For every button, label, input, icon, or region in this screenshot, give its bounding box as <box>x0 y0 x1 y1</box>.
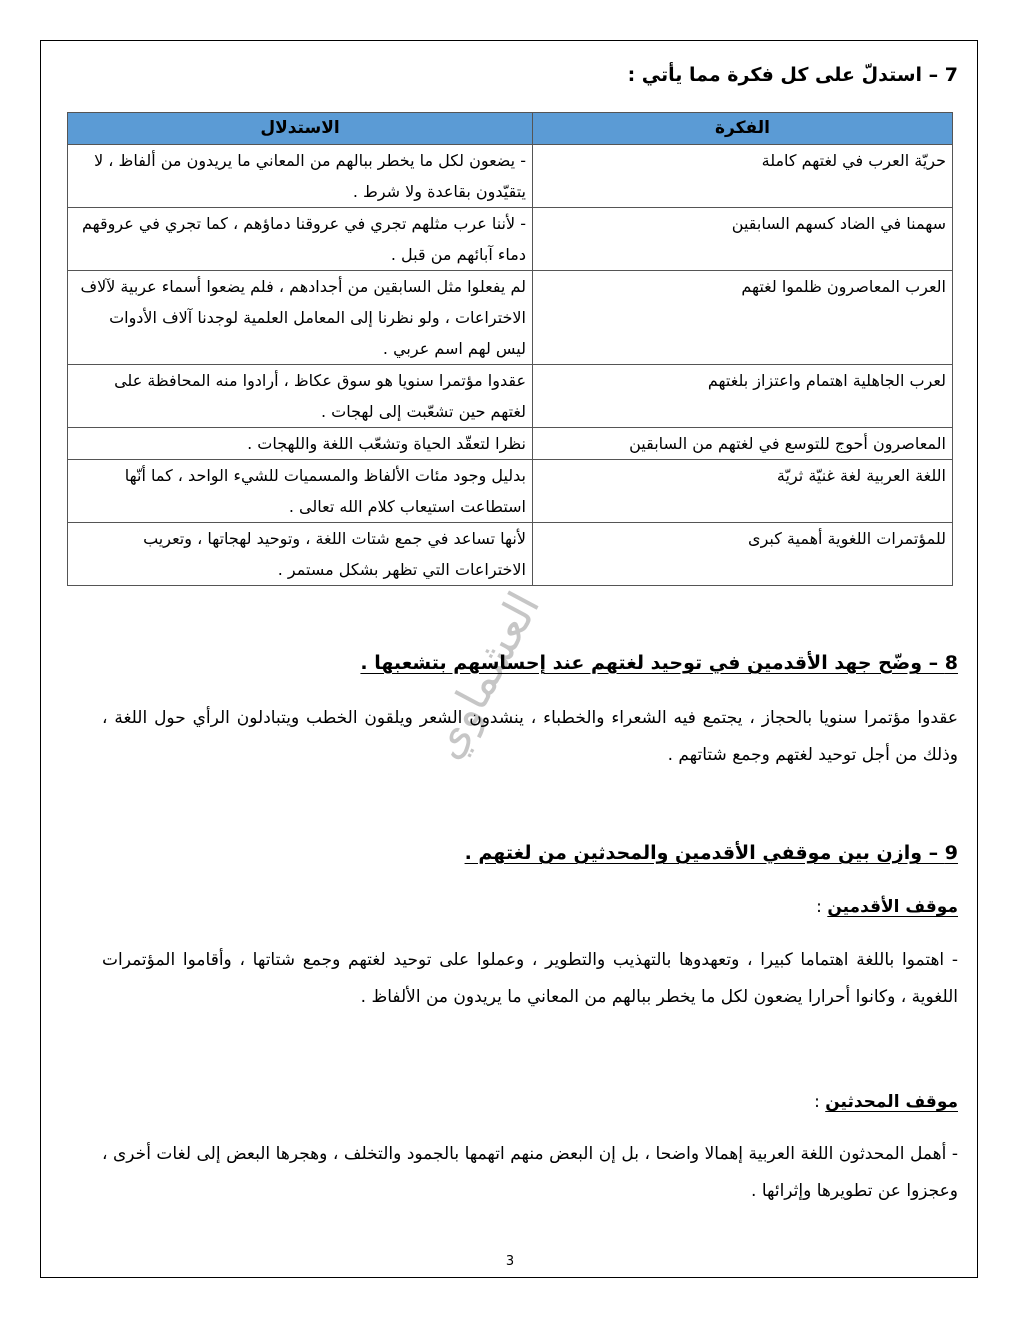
question-8-answer: عقدوا مؤتمرا سنويا بالحجاز ، يجتمع فيه الشعراء والخطباء ، ينشدون الشعر ويلقون الخطب ويتبادلون الرأي حول اللغة ، وذلك من أجل توحيد لغتهم وجمع شتاتهم . <box>102 708 958 765</box>
table-header-row <box>68 113 953 145</box>
table-row <box>68 145 953 208</box>
idea-cell: حريّة العرب في لغتهم كاملة <box>533 145 953 208</box>
question-7-title: 7 – استدلّ على كل فكرة مما يأتي : <box>627 64 958 86</box>
question-8-title: 8 – وضّح جهد الأقدمين في توحيد لغتهم عند إحساسهم بتشعبها . <box>360 652 958 674</box>
ancients-label: موقف الأقدمين <box>827 897 958 917</box>
table-row <box>68 208 953 271</box>
table-row <box>68 428 953 460</box>
evidence-cell: لأنها تساعد في جمع شتات اللغة ، وتوحيد لهجاتها ، وتعريب الاختراعات التي تظهر بشكل مستمر . <box>68 523 533 586</box>
ancients-text: - اهتموا باللغة اهتماما كبيرا ، وتعهدوها بالتهذيب والتطوير ، وعملوا على توحيد لغتهم وجمع شتاتها ، وأقاموا المؤتمرات اللغوية ، وكانوا أحرارا يضعون لكل ما يخطر ببالهم من المعاني ما يريدون من الألفاظ . <box>102 950 958 1007</box>
header-evidence: الاستدلال <box>68 113 533 145</box>
idea-cell: سهمنا في الضاد كسهم السابقين <box>533 208 953 271</box>
table-row <box>68 460 953 523</box>
question-9-title: 9 – وازن بين موقفي الأقدمين والمحدثين من لغتهم . <box>464 842 958 864</box>
ancients-heading <box>816 897 958 917</box>
moderns-text: - أهمل المحدثون اللغة العربية إهمالا واضحا ، بل إن البعض منهم اتهمها بالجمود والتخلف ، وهجرها البعض إلى لغات أخرى ، وعجزوا عن تطويرها وإثرائها . <box>102 1144 958 1201</box>
table-row <box>68 523 953 586</box>
evidence-cell: لم يفعلوا مثل السابقين من أجدادهم ، فلم يضعوا أسماء عربية لآلاف الاختراعات ، ولو نظرنا إلى المعامل العلمية لوجدنا آلاف الأدوات ليس لهم اسم عربي . <box>68 271 533 365</box>
idea-cell: للمؤتمرات اللغوية أهمية كبرى <box>533 523 953 586</box>
page-number: 3 <box>505 1254 515 1269</box>
header-idea: الفكرة <box>533 113 953 145</box>
evidence-cell: - يضعون لكل ما يخطر ببالهم من المعاني ما يريدون من ألفاظ ، لا يتقيّدون بقاعدة ولا شرط . <box>68 145 533 208</box>
evidence-cell: - لأننا عرب مثلهم تجري في عروقنا دماؤهم ، كما تجري في عروقهم دماء آبائهم من قبل . <box>68 208 533 271</box>
evidence-cell: عقدوا مؤتمرا سنويا هو سوق عكاظ ، أرادوا منه المحافظة على لغتهم حين تشعّبت إلى لهجات . <box>68 365 533 428</box>
idea-cell: اللغة العربية لغة غنيّة ثريّة <box>533 460 953 523</box>
colon: : <box>816 897 822 917</box>
idea-cell: لعرب الجاهلية اهتمام واعتزاز بلغتهم <box>533 365 953 428</box>
evidence-cell: نظرا لتعقّد الحياة وتشعّب اللغة واللهجات . <box>68 428 533 460</box>
moderns-heading <box>814 1092 958 1112</box>
moderns-label: موقف المحدثين <box>825 1092 958 1112</box>
evidence-cell: بدليل وجود مئات الألفاظ والمسميات للشيء الواحد ، كما أنّها استطاعت استيعاب كلام الله تعالى . <box>68 460 533 523</box>
idea-cell: المعاصرون أحوج للتوسع في لغتهم من السابقين <box>533 428 953 460</box>
watermark: العشماوي <box>420 583 551 768</box>
table-row <box>68 271 953 365</box>
table-row <box>68 365 953 428</box>
ideas-table <box>67 112 953 586</box>
colon: : <box>814 1092 820 1112</box>
idea-cell: العرب المعاصرون ظلموا لغتهم <box>533 271 953 365</box>
